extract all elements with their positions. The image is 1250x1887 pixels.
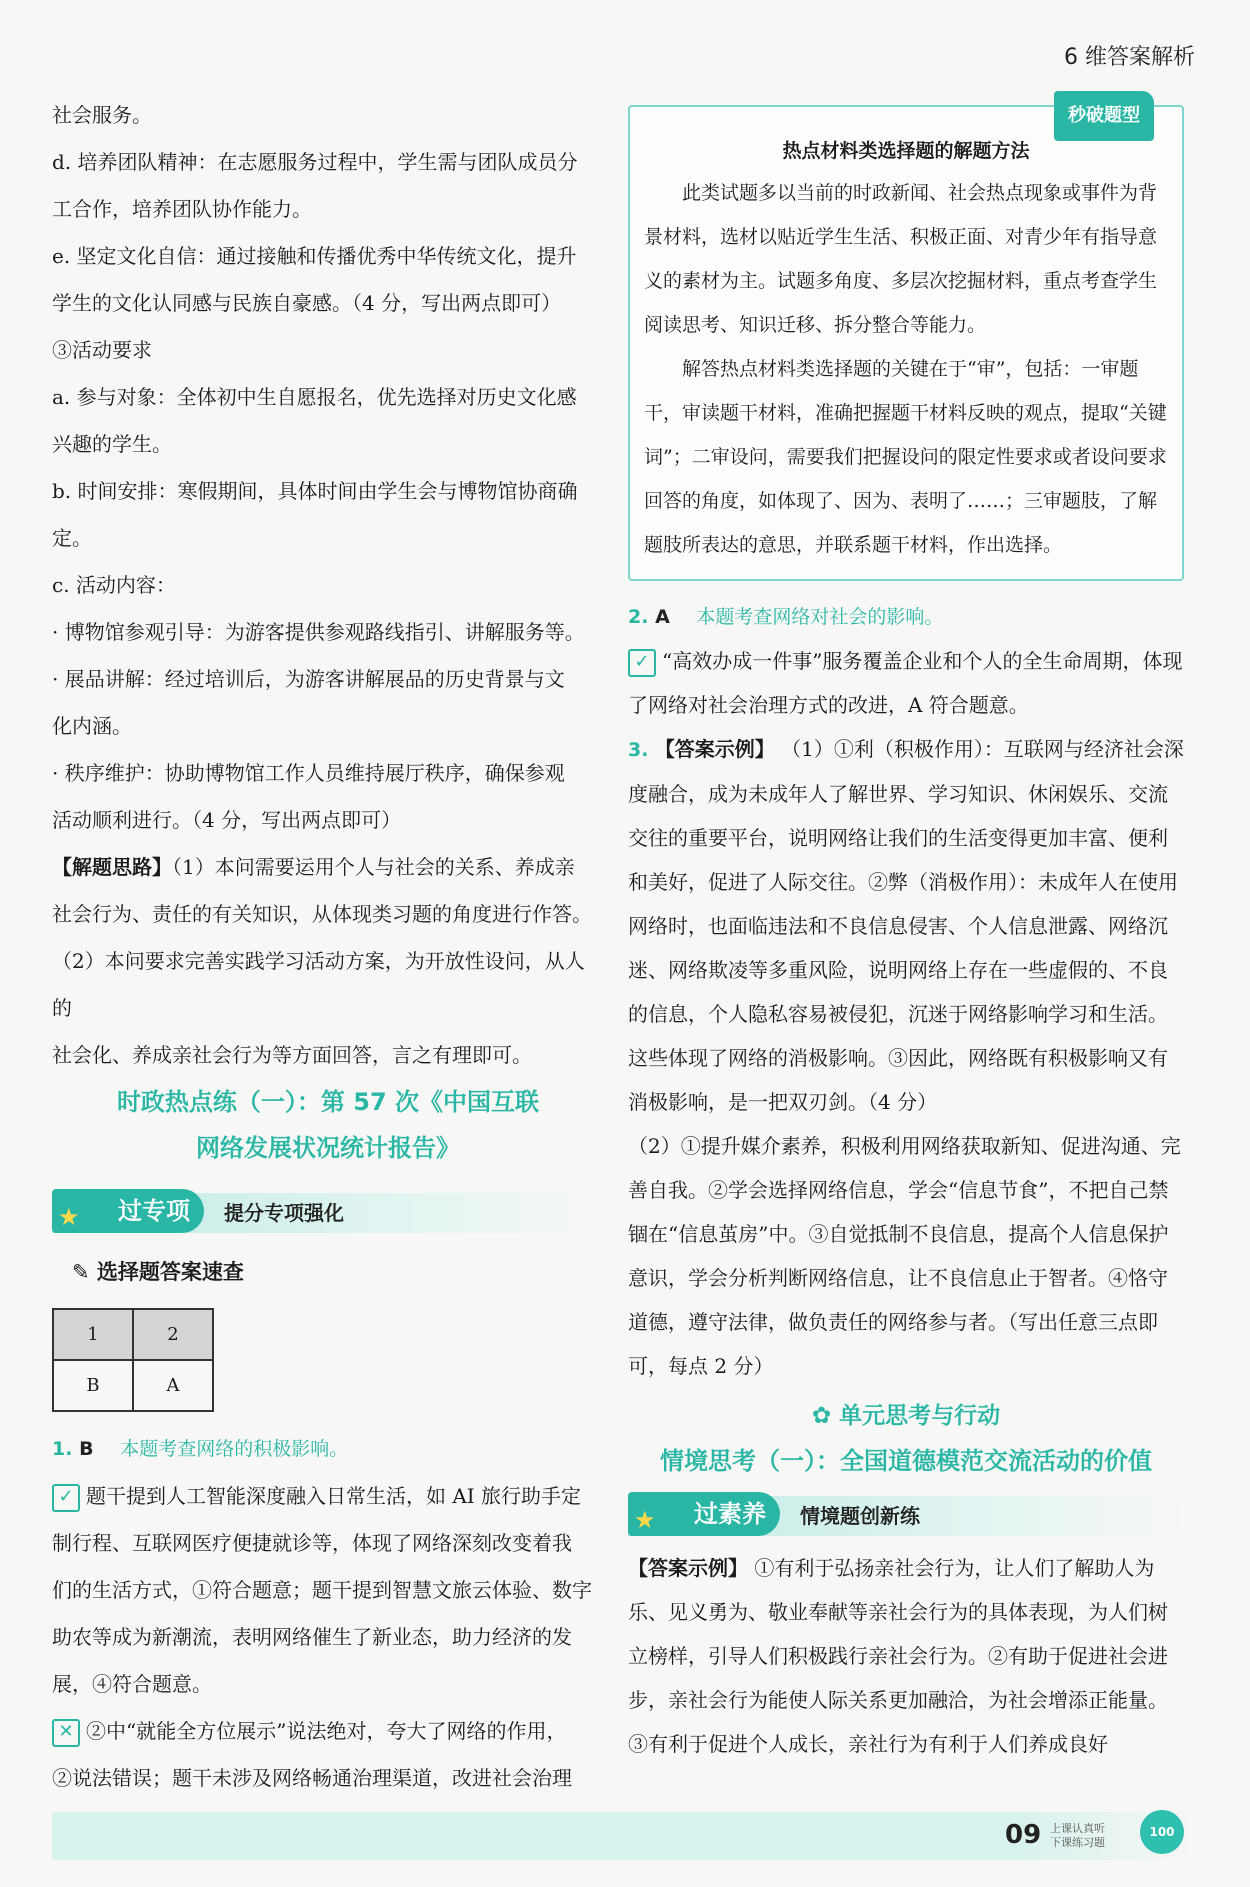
answer-example-label: 【答案示例】 <box>628 1556 748 1580</box>
text-line: 助农等成为新潮流，表明网络催生了新业态，助力经济的发 <box>52 1625 572 1649</box>
text-line: ③活动要求 <box>52 338 152 362</box>
literacy-banner <box>628 1496 1184 1536</box>
slogan-line: 下课练习题 <box>1050 1836 1105 1849</box>
section-title-line: 时政热点练（一）：第 57 次《中国互联 <box>116 1088 540 1116</box>
mascot-icon: 100 <box>1140 1810 1184 1854</box>
text-line: 化内涵。 <box>52 714 132 738</box>
text-line: 题干提到人工智能深度融入日常生活，如 AI 旅行助手定 <box>86 1484 582 1508</box>
text-line: （2）本问要求完善实践学习活动方案，为开放性设问，从人的 <box>52 949 585 1020</box>
answer-header: 1 <box>53 1309 133 1360</box>
answer-header: 2 <box>133 1309 213 1360</box>
question-number: 2. <box>628 606 649 628</box>
text-line: · 秩序维护：协助博物馆工作人员维持展厅秩序，确保参观 <box>52 761 565 785</box>
text-line: 兴趣的学生。 <box>52 432 172 456</box>
special-practice-banner <box>52 1193 604 1233</box>
question-desc: 本题考查网络对社会的影响。 <box>696 606 944 628</box>
thinking-label: 【解题思路】 <box>52 855 172 879</box>
text-line: 社会行为、责任的有关知识，从体现类习题的角度进行作答。 <box>52 902 592 926</box>
question-answer: B <box>79 1438 94 1460</box>
check-icon: ✓ <box>52 1484 80 1512</box>
text-line: ②中“就能全方位展示”说法绝对，夸大了网络的作用， <box>86 1719 567 1743</box>
unit-title-label: 单元思考与行动 <box>839 1403 1001 1429</box>
answer-example-label: 【答案示例】 <box>654 737 775 761</box>
banner-tag <box>628 1492 780 1536</box>
question-answer: A <box>655 606 670 628</box>
tip-paragraph: 解答热点材料类选择题的关键在于“审”，包括：一审题干，审读题干材料，准确把握题干材料反映的观点，提取“关键词”；二审设问，需要我们把握设问的限定性要求或者设问要求回答的角度，如体现了、因为、表明了……；三审题肢，了解题肢所表达的意思，并联系题干材料，作出选择。 <box>644 358 1167 556</box>
final-answer <box>628 1546 1184 1766</box>
quick-answer-label: 选择题答案速查 <box>96 1260 244 1284</box>
tip-title: 热点材料类选择题的解题方法 <box>782 140 1030 162</box>
left-column <box>52 92 604 1849</box>
banner-tag-label: 过专项 <box>118 1197 190 1225</box>
text-line: 活动顺利进行。（4 分，写出两点即可） <box>52 808 402 832</box>
question-3-part-2: （2）①提升媒介素养，积极利用网络获取新知、促进沟通、完善自我。②学会选择网络信息，学会“信息节食”，不把自己禁锢在“信息茧房”中。③自觉抵制不良信息，提高个人信息保护意识，学会分析判断网络信息，让不良信息止于智者。④恪守道德，遵守法律，做负责任的网络参与者。（写出任意三点即可，每点 2 分） <box>628 1134 1181 1378</box>
thinking-block <box>52 844 604 1079</box>
banner-subtitle: 提分专项强化 <box>224 1201 344 1225</box>
star-icon: ★ <box>634 1506 656 1534</box>
text-line: 们的生活方式，①符合题意；题干提到智慧文旅云体验、数字 <box>52 1578 592 1602</box>
page-number: 09 <box>1005 1820 1042 1850</box>
question-3 <box>628 727 1184 1124</box>
text-line: · 展品讲解：经过培训后，为游客讲解展品的历史背景与文 <box>52 667 565 691</box>
question-1-correct <box>52 1473 604 1708</box>
banner-subtitle: 情境题创新练 <box>800 1504 920 1528</box>
text-line: d. 培养团队精神：在志愿服务过程中，学生需与团队成员分 <box>52 150 578 174</box>
quick-answer-title <box>72 1249 604 1296</box>
question-number: 3. <box>628 739 649 761</box>
question-desc: 本题考查网络的积极影响。 <box>120 1438 349 1460</box>
question-number: 1. <box>52 1438 73 1460</box>
scenario-title: 情境思考（一）：全国道德模范交流活动的价值 <box>660 1447 1152 1475</box>
slogan-line: 上课认真听 <box>1050 1822 1105 1835</box>
check-icon: ✓ <box>628 649 656 677</box>
section-title-line: 网络发展状况统计报告》 <box>196 1134 460 1162</box>
answer-cell: B <box>53 1360 133 1411</box>
text-line: 社会化、养成亲社会行为等方面回答，言之有理即可。 <box>52 1043 532 1067</box>
text-block: “高效办成一件事”服务覆盖企业和个人的全生命周期，体现了网络对社会治理方式的改进，A 符合题意。 <box>628 649 1183 717</box>
answer-table <box>52 1308 214 1412</box>
text-line: c. 活动内容： <box>52 573 176 597</box>
question-2-head <box>628 595 1184 639</box>
tip-paragraph: 此类试题多以当前的时政新闻、社会热点现象或事件为背景材料，选材以贴近学生生活、积极正面、对青少年有指导意义的素材为主。试题多角度、多层次挖掘材料，重点考查学生阅读思考、知识迁移、拆分整合等能力。 <box>644 182 1158 336</box>
page-header-title: 6 维答案解析 <box>1064 45 1195 70</box>
banner-tag-label: 过素养 <box>694 1500 766 1528</box>
answer-cell: A <box>133 1360 213 1411</box>
text-line: b. 时间安排：寒假期间，具体时间由学生会与博物馆协商确定。 <box>52 479 578 550</box>
star-icon: ★ <box>58 1203 80 1231</box>
text-line: 学生的文化认同感与民族自豪感。（4 分，写出两点即可） <box>52 291 562 315</box>
section-title <box>52 1079 604 1171</box>
text-block: （1）①利（积极作用）：互联网与经济社会深度融合，成为未成年人了解世界、学习知识、休闲娱乐、交流交往的重要平台，说明网络让我们的生活变得更加丰富、便利和美好，促进了人际交往。②弊（消极作用）：未成年人在使用网络时，也面临违法和不良信息侵害、个人信息泄露、网络沉迷、网络欺凌等多重风险，说明网络上存在一些虚假的、不良的信息，个人隐私容易被侵犯，沉迷于网络影响学习和生活。这些体现了网络的消极影响。③因此，网络既有积极影响又有消极影响，是一把双刃剑。（4 分） <box>628 737 1184 1114</box>
unit-title <box>628 1394 1184 1438</box>
text-line: ②说法错误；题干未涉及网络畅通治理渠道，改进社会治理 <box>52 1766 572 1790</box>
text-line: 制行程、互联网医疗便捷就诊等，体现了网络深刻改变着我 <box>52 1531 572 1555</box>
text-line: 展，④符合题意。 <box>52 1672 212 1696</box>
cross-icon: ✕ <box>52 1719 80 1747</box>
right-column <box>628 60 1184 1766</box>
tip-box <box>628 105 1184 581</box>
banner-tag <box>52 1189 204 1233</box>
text-line: · 博物馆参观引导：为游客提供参观路线指引、讲解服务等。 <box>52 620 585 644</box>
text-block: ①有利于弘扬亲社会行为，让人们了解助人为乐、见义勇为、敬业奉献等亲社会行为的具体表现，为人们树立榜样，引导人们积极践行亲社会行为。②有助于促进社会进步，亲社会行为能使人际关系更加融洽，为社会增添正能量。③有利于促进个人成长，亲社行为有利于人们养成良好 <box>628 1556 1168 1756</box>
question-2-correct <box>628 639 1184 727</box>
text-line: e. 坚定文化自信：通过接触和传播优秀中华传统文化，提升 <box>52 244 577 268</box>
pencil-icon: ✎ <box>72 1260 90 1284</box>
text-line: 社会服务。 <box>52 103 152 127</box>
tip-tag: 秒破题型 <box>1054 91 1154 141</box>
text-line: a. 参与对象：全体初中生自愿报名，优先选择对历史文化感 <box>52 385 577 409</box>
text-line: （1）本问需要运用个人与社会的关系、养成亲 <box>172 855 575 879</box>
star-icon: ✿ <box>811 1403 832 1429</box>
text-line: 工合作，培养团队协作能力。 <box>52 197 312 221</box>
question-1-head <box>52 1426 604 1473</box>
footer-slogan <box>1050 1822 1105 1850</box>
activity-plan-text <box>52 92 604 844</box>
